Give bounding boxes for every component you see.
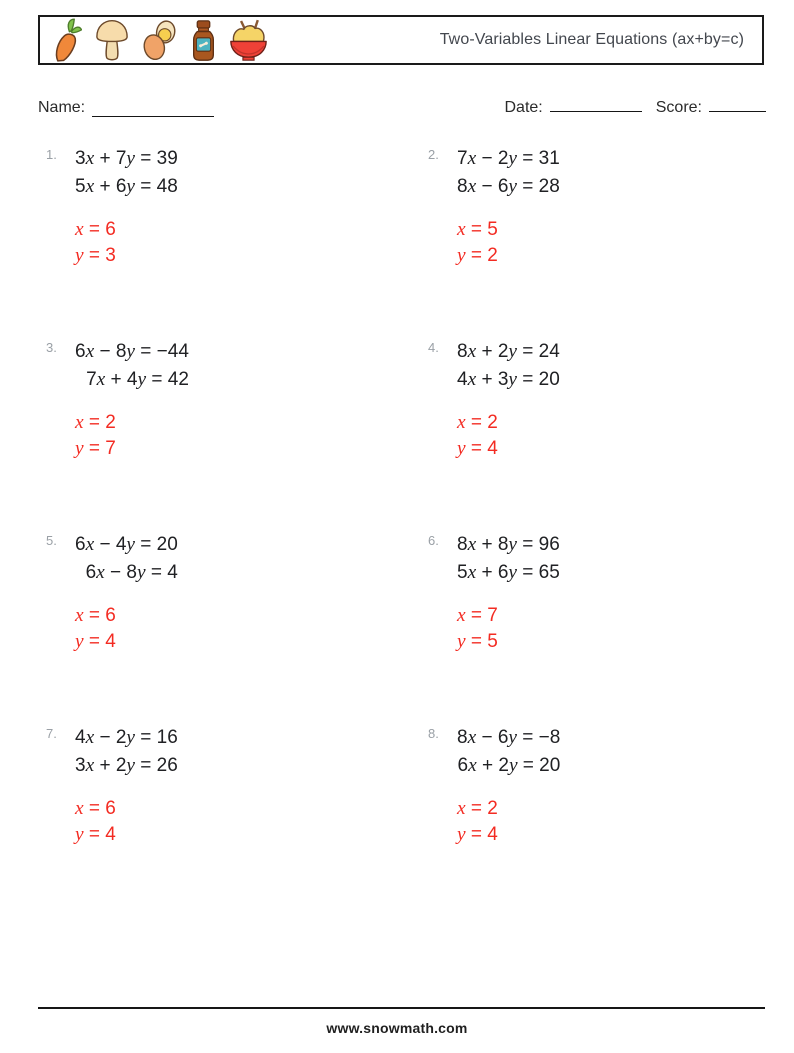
answer: y = 2	[457, 245, 498, 266]
problem-content	[75, 526, 420, 655]
answer: y = 4	[75, 824, 116, 845]
answer-block	[457, 217, 778, 269]
equation-system	[75, 724, 178, 780]
answer: x = 6	[75, 219, 116, 240]
problem-number: 7.	[46, 726, 57, 741]
answer-block	[457, 796, 778, 848]
problem-number: 1.	[46, 147, 57, 162]
header-box	[38, 15, 764, 65]
answer: x = 2	[457, 798, 498, 819]
problem-cell	[420, 526, 778, 719]
problem-cell	[420, 333, 778, 526]
answer: x = 2	[457, 412, 498, 433]
equation: 8x − 6y = 28	[457, 176, 560, 197]
name-label: Name:	[38, 99, 86, 116]
equation: 6x − 8y = −44	[75, 341, 189, 362]
problem-content	[457, 526, 778, 655]
answer-block	[75, 603, 420, 655]
answer: x = 7	[457, 605, 498, 626]
equation: 8x + 8y = 96	[457, 534, 560, 555]
problem-cell	[38, 526, 420, 719]
problem-content	[75, 719, 420, 848]
header-icon-row	[40, 18, 268, 63]
problem-number: 5.	[46, 533, 57, 548]
problem-content	[457, 333, 778, 462]
problem-content	[457, 719, 778, 848]
answer: y = 4	[457, 438, 498, 459]
footer-divider	[38, 1007, 765, 1009]
answer: y = 3	[75, 245, 116, 266]
problem-cell	[38, 333, 420, 526]
equation-system	[457, 145, 560, 201]
date-label: Date:	[504, 99, 543, 116]
answer: x = 6	[75, 798, 116, 819]
answer: y = 5	[457, 631, 498, 652]
score-label: Score:	[655, 99, 702, 116]
mushroom-icon	[95, 18, 129, 63]
problem-cell	[420, 140, 778, 333]
equation: 7x + 4y = 42	[86, 369, 189, 390]
equation-system	[75, 531, 178, 587]
problem-content	[75, 140, 420, 269]
answer-block	[75, 796, 420, 848]
sauce-bottle-icon	[191, 18, 216, 63]
problems-grid	[38, 140, 778, 912]
equation: 6x − 8y = 4	[85, 562, 178, 583]
problem-content	[75, 333, 420, 462]
problem-number: 6.	[428, 533, 439, 548]
answer: x = 2	[75, 412, 116, 433]
problem-content	[457, 140, 778, 269]
name-field-line	[92, 99, 214, 117]
problem-cell	[420, 719, 778, 912]
answer: y = 7	[75, 438, 116, 459]
website-text: www.snowmath.com	[326, 1020, 468, 1036]
equation: 3x + 7y = 39	[75, 148, 178, 169]
score-field-line	[709, 94, 766, 112]
equation: 7x − 2y = 31	[457, 148, 560, 169]
equation: 5x + 6y = 65	[457, 562, 560, 583]
equation: 6x + 2y = 20	[457, 755, 561, 776]
answer: y = 4	[457, 824, 498, 845]
problem-cell	[38, 140, 420, 333]
carrot-icon	[51, 18, 82, 63]
equation-system	[75, 145, 178, 201]
answer: y = 4	[75, 631, 116, 652]
problem-number: 3.	[46, 340, 57, 355]
worksheet-title: Two-Variables Linear Equations (ax+by=c)	[439, 31, 744, 48]
answer-block	[457, 410, 778, 462]
problem-cell	[38, 719, 420, 912]
answer: x = 6	[75, 605, 116, 626]
equation: 6x − 4y = 20	[75, 534, 178, 555]
equation: 5x + 6y = 48	[75, 176, 178, 197]
score-group	[656, 94, 766, 117]
date-field-line	[550, 94, 642, 112]
answer-block	[457, 603, 778, 655]
equation: 8x − 6y = −8	[457, 727, 561, 748]
answer-block	[75, 410, 420, 462]
equation: 3x + 2y = 26	[75, 755, 178, 776]
info-line	[38, 94, 766, 117]
eggs-icon	[142, 18, 178, 63]
problem-number: 8.	[428, 726, 439, 741]
equation-system	[75, 338, 189, 394]
equation: 8x + 2y = 24	[457, 341, 560, 362]
equation: 4x − 2y = 16	[75, 727, 178, 748]
answer-block	[75, 217, 420, 269]
problem-number: 2.	[428, 147, 439, 162]
date-group	[505, 94, 642, 117]
equation: 4x + 3y = 20	[457, 369, 560, 390]
problem-number: 4.	[428, 340, 439, 355]
answer: x = 5	[457, 219, 498, 240]
equation-system	[457, 338, 560, 394]
equation-system	[457, 531, 560, 587]
equation-system	[457, 724, 560, 780]
rice-bowl-icon	[229, 18, 268, 63]
